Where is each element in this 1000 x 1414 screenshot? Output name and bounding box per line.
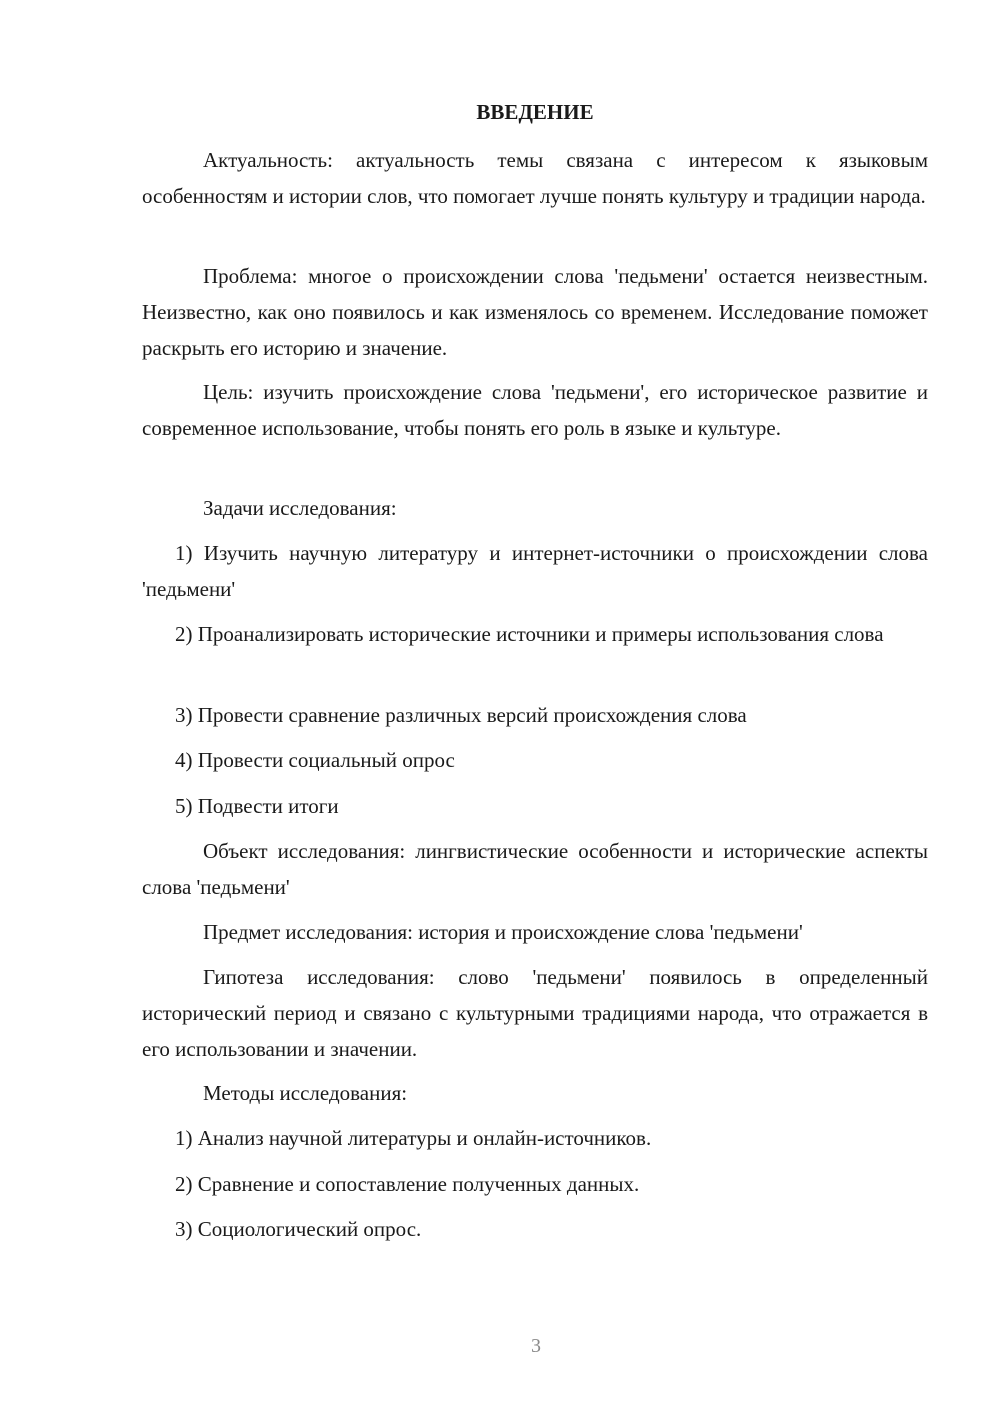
tasks-heading: Задачи исследования:: [203, 496, 397, 520]
page-title: ВВЕДЕНИЕ: [476, 100, 594, 124]
paragraph-problem: Проблема: многое о происхождении слова 'педьмени' остается неизвестным. Неизвестно, как оно появилось и как изменялось со временем. Исследование поможет раскрыть его историю и значение.: [142, 264, 928, 360]
task-item-2: 2) Проанализировать исторические источники и примеры использования слова: [175, 622, 884, 646]
paragraph-relevance: Актуальность: актуальность темы связана с интересом к языковым особенностям и истории слов, что помогает лучше понять культуру и традиции народа.: [142, 148, 928, 208]
method-item-3: 3) Социологический опрос.: [175, 1217, 422, 1241]
page-number: 3: [531, 1335, 541, 1357]
task-item-4: 4) Провести социальный опрос: [175, 748, 455, 772]
method-item-1: 1) Анализ научной литературы и онлайн-источников.: [175, 1126, 652, 1150]
paragraph-hypothesis: Гипотеза исследования: слово 'педьмени' появилось в определенный исторический период и связано с культурными традициями народа, что отражается в его использовании и значении.: [142, 965, 928, 1061]
paragraph-object: Объект исследования: лингвистические особенности и исторические аспекты слова 'педьмени': [142, 839, 928, 899]
task-item-1: 1) Изучить научную литературу и интернет-источники о происхождении слова 'педьмени': [142, 541, 928, 601]
task-item-5: 5) Подвести итоги: [175, 794, 339, 818]
paragraph-subject: Предмет исследования: история и происхождение слова 'педьмени': [203, 920, 803, 944]
paragraph-goal: Цель: изучить происхождение слова 'педьмени', его историческое развитие и современное использование, чтобы понять его роль в языке и культуре.: [142, 380, 928, 440]
methods-heading: Методы исследования:: [203, 1081, 408, 1105]
task-item-3: 3) Провести сравнение различных версий происхождения слова: [175, 703, 747, 727]
method-item-2: 2) Сравнение и сопоставление полученных данных.: [175, 1172, 640, 1196]
